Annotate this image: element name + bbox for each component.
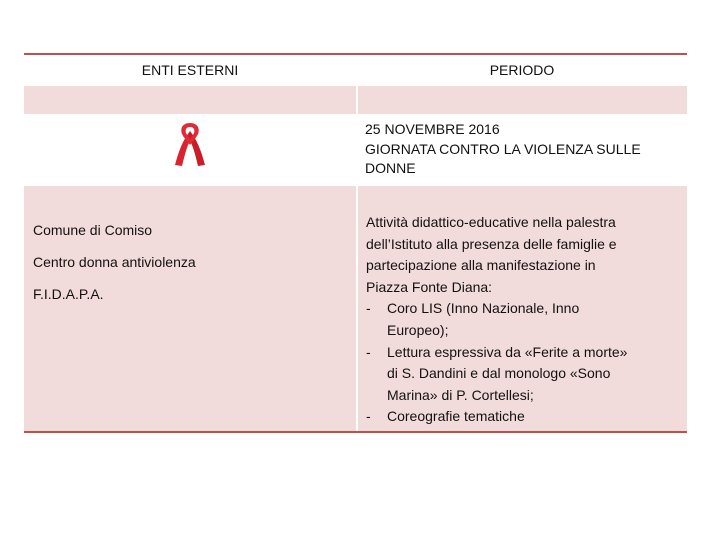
details-row	[24, 186, 687, 431]
event-date: 25 NOVEMBRE 2016	[365, 121, 500, 137]
empty-cell	[356, 86, 687, 114]
header-periodo: PERIODO	[356, 55, 687, 85]
table-header-row	[24, 55, 687, 85]
list-item-line: Coro LIS (Inno Nazionale, Inno	[387, 300, 580, 317]
list-item-line: Lettura espressiva da «Ferite a morte»	[387, 343, 628, 360]
event-title-cell	[356, 114, 687, 186]
list-item-line: Marina» di P. Cortellesi;	[387, 386, 534, 403]
description-line: Attività didattico-educative nella palestra	[366, 214, 616, 230]
list-item-line: di S. Dandini e dal monologo «Sono	[387, 365, 611, 382]
activity-list	[366, 298, 687, 428]
activity-description-cell	[356, 186, 687, 431]
empty-cell	[24, 86, 356, 114]
entity-centro-donna-antiviolenza: Centro donna antiviolenza	[33, 254, 196, 270]
list-item	[366, 298, 687, 341]
ribbon-cell	[24, 114, 356, 186]
event-title-row	[24, 114, 687, 186]
external-entities-cell	[24, 186, 356, 431]
red-awareness-ribbon-icon	[170, 121, 210, 169]
description-line: dell’Istituto alla presenza delle famiglie e	[366, 235, 617, 252]
list-item-line: Coreografie tematiche	[387, 408, 525, 425]
list-dash: -	[366, 343, 371, 360]
events-table	[24, 53, 687, 433]
entity-fidapa: F.I.D.A.P.A.	[33, 286, 104, 302]
list-item	[366, 342, 687, 407]
list-dash: -	[366, 408, 371, 425]
list-item	[366, 406, 687, 428]
header-enti-esterni: ENTI ESTERNI	[141, 62, 239, 78]
list-dash: -	[366, 300, 371, 317]
empty-band-row	[24, 85, 687, 114]
event-title-line2: DONNE	[365, 160, 416, 176]
entity-comune-di-comiso: Comune di Comiso	[33, 222, 153, 238]
description-line: partecipazione alla manifestazione in	[366, 257, 596, 274]
event-title-line1: GIORNATA CONTRO LA VIOLENZA SULLE	[365, 140, 641, 157]
list-item-line: Europeo);	[387, 321, 449, 338]
description-line: Piazza Fonte Diana:	[366, 278, 493, 295]
